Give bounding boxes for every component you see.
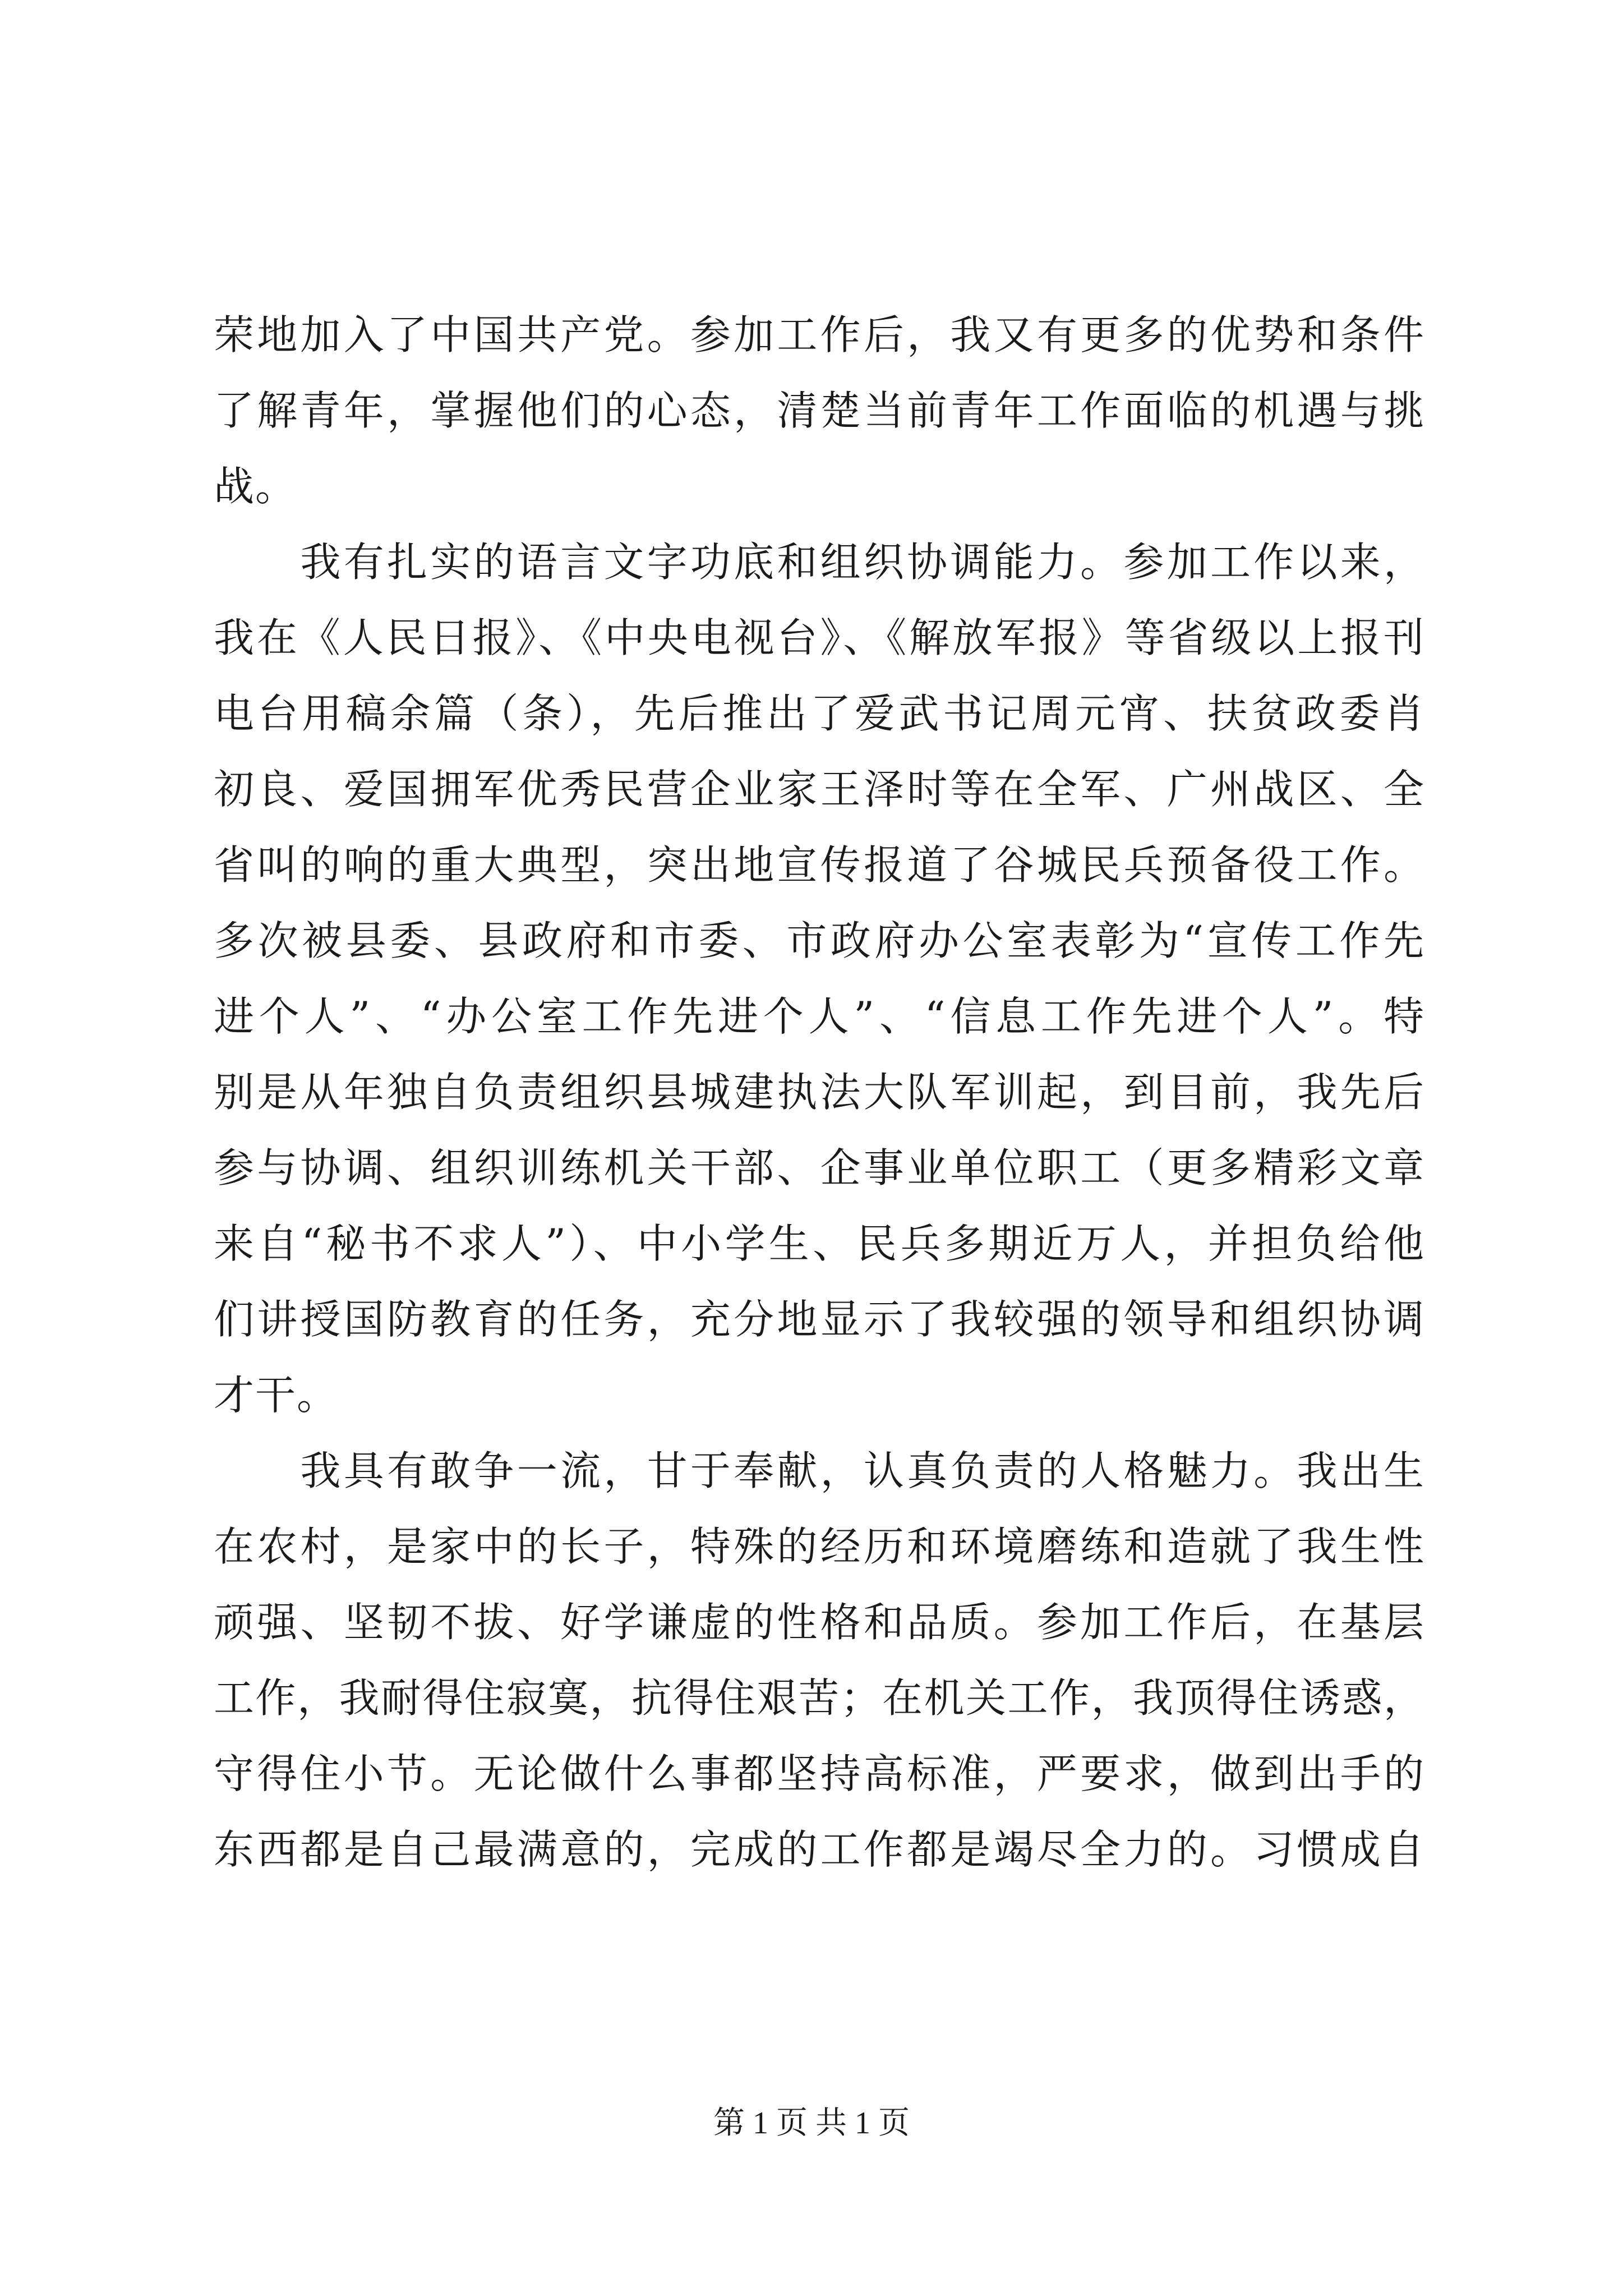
text-line: 省叫的响的重大典型，突出地宣传报道了谷城民兵预备役工作。 (214, 841, 1425, 889)
text-line: 别是从年独自负责组织县城建执法大队军训起，到目前，我先后 (214, 1069, 1425, 1116)
text-line: 东西都是自己最满意的，完成的工作都是竭尽全力的。习惯成自 (214, 1826, 1425, 1873)
text-line: 初良、爱国拥军优秀民营企业家王泽时等在全军、广州战区、全 (214, 766, 1425, 813)
text-line: 了解青年，掌握他们的心态，清楚当前青年工作面临的机遇与挑 (214, 387, 1425, 434)
text-line: 参与协调、组织训练机关干部、企事业单位职工（更多精彩文章 (214, 1144, 1425, 1191)
text-line: 我具有敢争一流，甘于奉献，认真负责的人格魅力。我出生 (214, 1447, 1425, 1494)
text-line: 才干。 (214, 1372, 339, 1419)
page-number-footer: 第 1 页 共 1 页 (713, 2106, 910, 2141)
text-line: 工作，我耐得住寂寞，抗得住艰苦；在机关工作，我顶得住诱惑， (214, 1674, 1425, 1722)
text-line: 我有扎实的语言文字功底和组织协调能力。参加工作以来， (214, 539, 1425, 586)
text-line: 电台用稿余篇（条），先后推出了爱武书记周元宵、扶贫政委肖 (214, 690, 1425, 737)
text-line: 守得住小节。无论做什么事都坚持高标准，严要求，做到出手的 (214, 1750, 1425, 1797)
document-body (214, 297, 1425, 1888)
text-line: 我在《人民日报》、《中央电视台》、《解放军报》等省级以上报刊 (214, 614, 1425, 661)
text-line: 荣地加入了中国共产党。参加工作后，我又有更多的优势和条件 (214, 311, 1425, 358)
text-line: 多次被县委、县政府和市委、市政府办公室表彰为“宣传工作先 (214, 917, 1425, 964)
text-line: 战。 (214, 463, 297, 510)
text-line: 顽强、坚韧不拔、好学谦虚的性格和品质。参加工作后，在基层 (214, 1599, 1425, 1646)
text-line: 在农村，是家中的长子，特殊的经历和环境磨练和造就了我生性 (214, 1523, 1425, 1570)
text-line: 来自“秘书不求人”）、中小学生、民兵多期近万人，并担负给他 (214, 1220, 1425, 1267)
text-line: 进个人”、“办公室工作先进个人”、“信息工作先进个人”。特 (214, 993, 1425, 1040)
text-line: 们讲授国防教育的任务，充分地显示了我较强的领导和组织协调 (214, 1296, 1425, 1343)
